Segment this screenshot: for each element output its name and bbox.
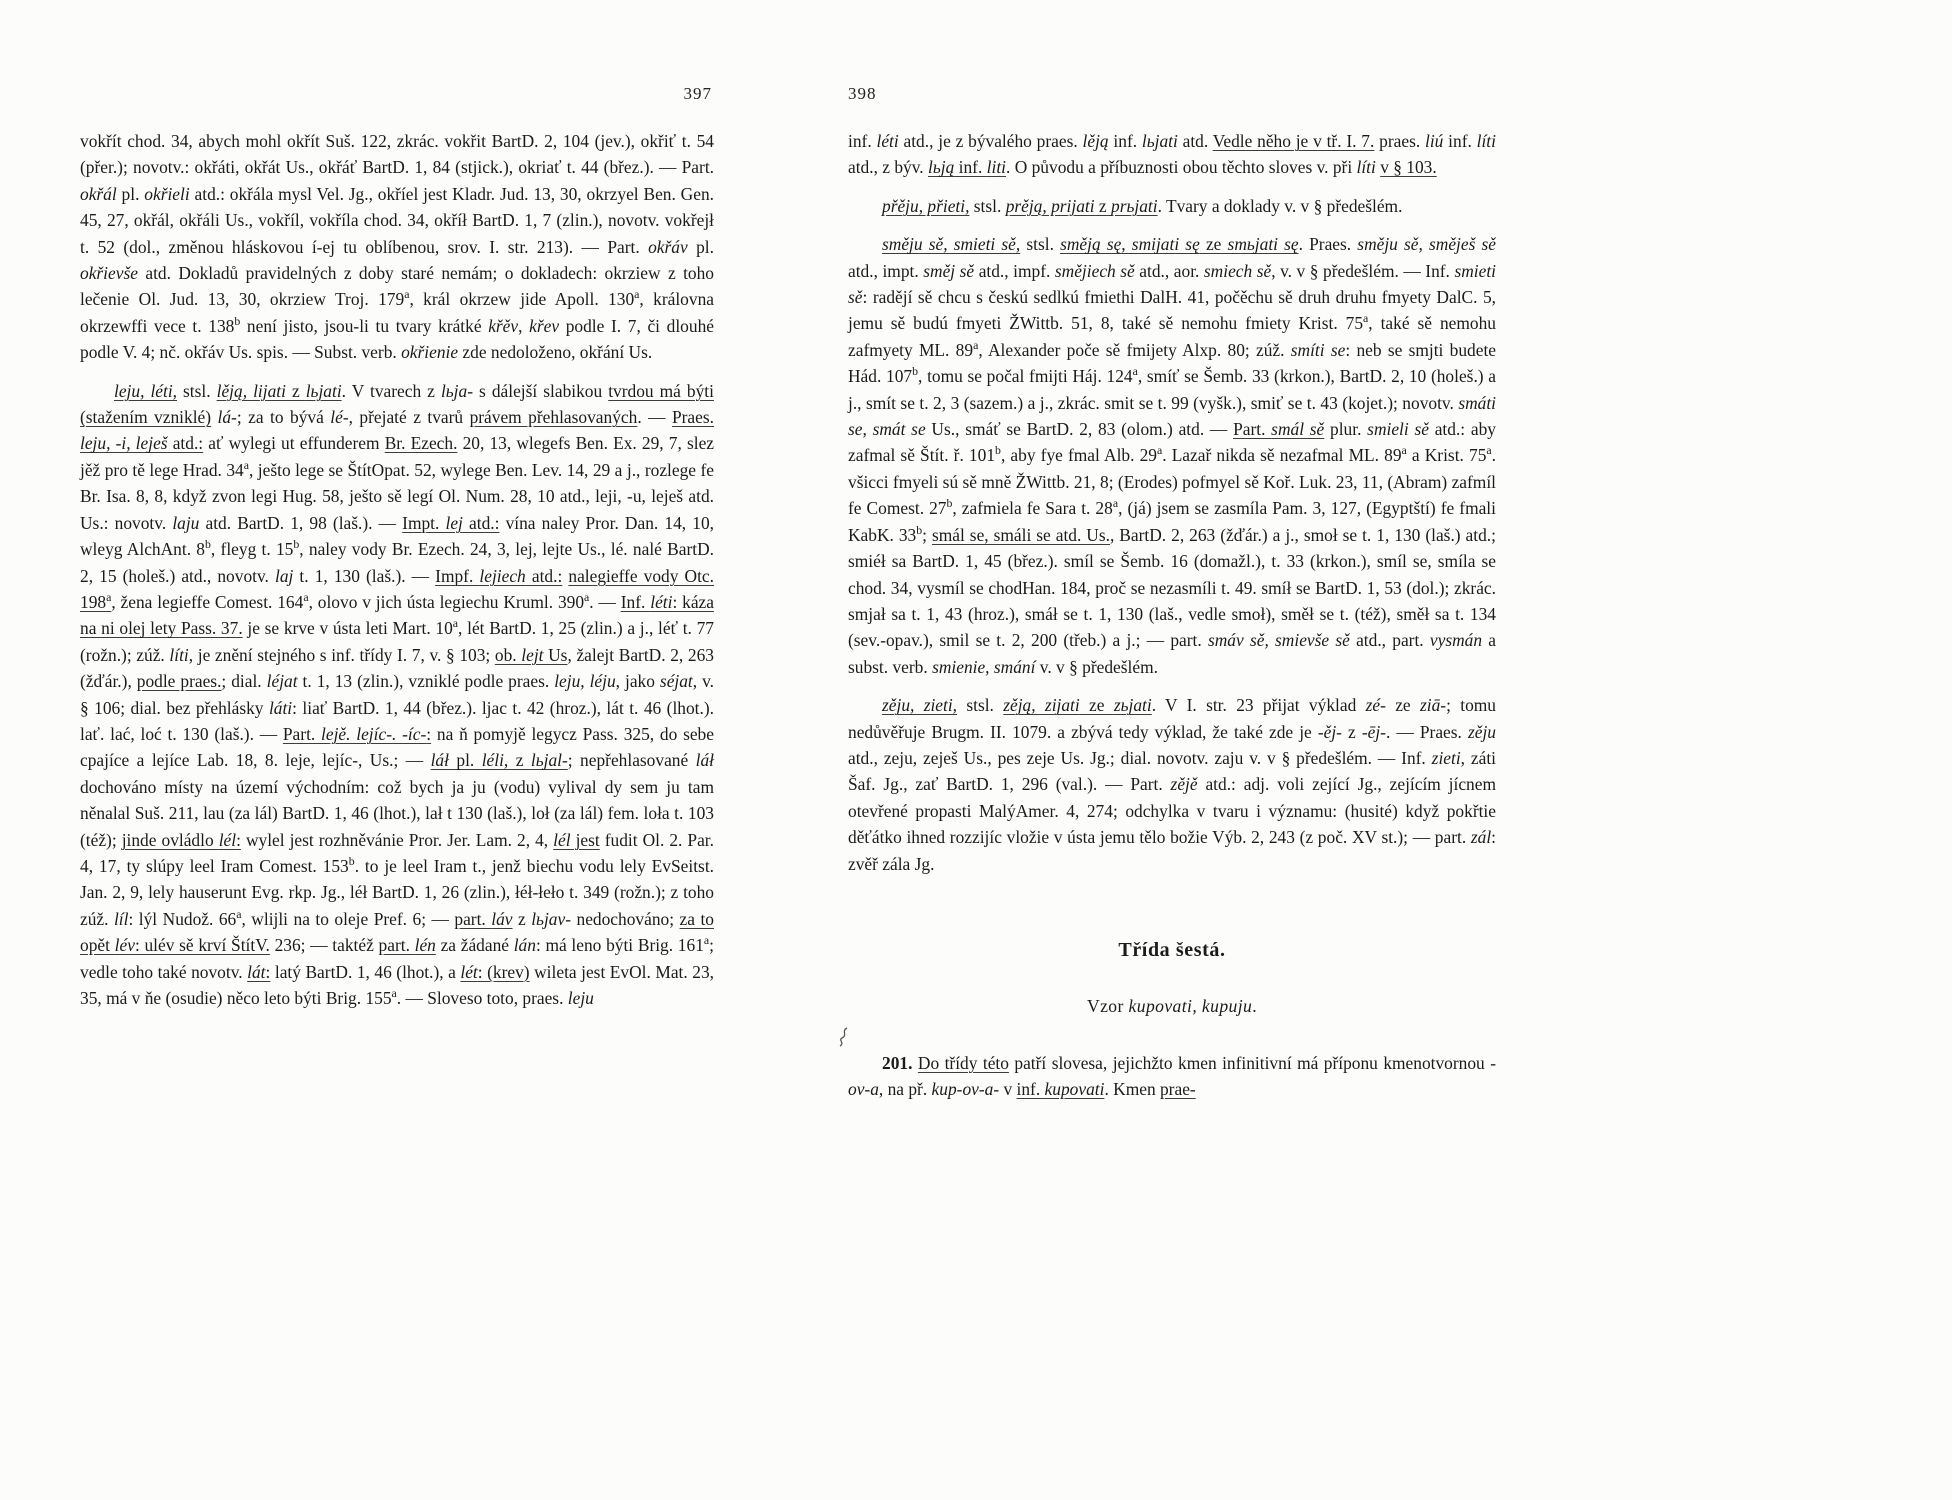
- paragraph: inf. léti atd., je z bývalého praes. lěją inf. lьjati atd. Vedle něho je v tř. I. 7. praes. liú inf. líti atd., z býv. lьją inf. liti. O původu a příbuznosti obou těchto sloves v. při líti v § 103.: [848, 131, 1496, 178]
- paragraph: 201. Do třídy této patří slovesa, jejichžto kmen infinitivní má příponu kmenotvornou -ov-a, na př. kup-ov-a- v inf. kupovati. Kmen prae-: [848, 1052, 1496, 1100]
- paragraph: směju sě, smieti sě, stsl. směją sę, smijati sę ze smьjati sę. Praes. směju sě, směješ sě atd., impt. směj sě atd., impf. smějiech sě atd., aor. smiech sě, v. v § předešlém. — Inf. smieti sě: radějí sě chcu s českú sedlkú fmiethi DalH. 41, počěchu sě druh druhu fmyety DalC. 5, jemu sě budú fmyeti ŽWittb. 51, 8, také sě nemohu fmiety Krist. 75$^a$, také sě nemohu zafmyety ML. 89$^a$, Alexander poče sě fmijety Alxp. 80; zúž. smíti se: neb se smjti budete Hád. 107$^b$, tomu se počal fmijti Háj. 124$^a$, smíť se Šemb. 33 (krkon.), BartD. 2, 10 (holeš.) a j., smít se t. 2, 3 (sazem.) a j., zkrác. smit se t. 99 (vyšk.), smiť se t. 43 (kojet.); novotv. smáti se, smát se Us., smáť se BartD. 2, 83 (olom.) atd. — Part. smál sě plur. smieli sě atd.: aby zafmal sě Štít. ř. 101$^b$, aby fye fmal Alb. 29$^a$. Lazař nikda sě nezafmal ML. 89$^a$ a Krist. 75$^a$. všicci fmyeli sú sě mně ŽWittb. 21, 8; (Erodes) pofmyel sě Koř. Luk. 23, 11, (Abram) zafmíl fe Comest. 27$^b$, zafmiela fe Sara t. 28$^a$, (já) jsem se zasmíla Pam. 3, 127, (Egyptští) fe fmali KabK. 33$^b$; smál se, smáli se atd. Us., BartD. 2, 263 (žďár.) a j., smoł se t. 1, 130 (laš.) atd.; smiéł sa BartD. 1, 45 (břez.). smíl se Šemb. 16 (domažl.), t. 33 (krkon.), smíl se, smíla se chod. 34, vysmíl se chodHan. 184, proč se nezasmíli t. 49. smíł se BartD. 1, 53 (dol.); zkrác. smjał sa t. 1, 43 (hroz.), smáł se t. 1, 130 (laš., vedle smoł), směł se t. (též), směł sa t. 134 (sev.-opav.), smil se t. 2, 200 (třeb.) a j.; — part. smáv sě, smievše sě atd., part. vysmán a subst. verb. smienie, smání v. v § předešlém.: [848, 234, 1497, 677]
- paragraph: přěju, přieti, stsl. prěją, prijati z prьjati. Tvary a doklady v. v § předešlém.: [882, 195, 1403, 216]
- paragraph: vokřít chod. 34, abych mohl okřít Suš. 122, zkrác. vokřit BartD. 2, 104 (jev.), okřiť t. 54 (přer.); novotv.: okřáti, okřát Us., okřáť BartD. 1, 84 (stjick.), okriať t. 44 (břez.). — Part. okřál pl. okřieli atd.: okřála mysl Vel. Jg., okříel jest Kladr. Jud. 13, 30, okrzyel Ben. Gen. 45, 27, okřál, okřáli Us., vokříl, vokříla chod. 34, okříł BartD. 1, 7 (zlin.), novotv. vokřejł t. 52 (dol., změnou hláskovou í-ej tu oblíbenou, srov. I. str. 213). — Part. okřáv pl. okřievše atd. Dokladů pravidelných z doby staré nemám; o dokladech: okrziew z toho lečenie Ol. Jud. 13, 30, okrziew Troj. 179$^a$, král okrzew jide Apoll. 130$^a$, královna okrzewffi vece t. 138$^b$ není jisto, jsou-li tu tvary krátké křěv, křev podle I. 7, či dlouhé podle V. 4; nč. okřáv Us. spis. — Subst. verb. okřienie zde nedoloženo, okřání Us.: [80, 131, 714, 363]
- left-page-text-block: [80, 128, 714, 1011]
- right-page-text-block: [848, 128, 1496, 1103]
- page-number-right: 398: [848, 84, 877, 103]
- paragraph: zěju, zieti, stsl. zěją, zijati ze zьjati. V I. str. 23 přijat výklad zé- ze ziā-; tomu nedůvěřuje Brugm. II. 1079. a zbývá tedy výklad, že také zde je -ěj- z -ēj-. — Praes. zěju atd., zeju, zeješ Us., pes zeje Us. Jg.; dial. novotv. zaju v. v § předešlém. — Inf. zieti, záti Šaf. Jg., zať BartD. 1, 296 (val.). — Part. zějě atd.: adj. voli zející Jg., zejícím jícnem otevřené propasti MalýAmer. 4, 274; odchylka v tvaru i významu: (husité) když pokřtie děťátko ihned rozzijíc vložie v ústa jemu tělo božie Výb. 2, 243 (z poč. XV st.); — part. zál: zvěř zála Jg.: [848, 695, 1496, 874]
- page-number-left: 397: [683, 84, 712, 103]
- paragraph: leju, léti, stsl. lěją, lijati z lьjati. V tvarech z lьja- s dálejší slabikou tvrdou má býti (stažením vzniklé) lá-; za to bývá lé-, přejaté z tvarů právem přehlasovaných. — Praes. leju, -i, leješ atd.: ať wylegi ut effunderem Br. Ezech. 20, 13, wlegefs Ben. Ex. 29, 7, slez jěž pro tě lege Hrad. 34$^a$, ješto lege se ŠtítOpat. 52, wylege Ben. Lev. 14, 29 a j., rozlege fe Br. Isa. 8, 8, když zvon legi Hug. 58, ješto sě legí Ol. Num. 28, 10 atd., leji, -u, leješ atd. Us.: novotv. laju atd. BartD. 1, 98 (laš.). — Impt. lej atd.: vína naley Pror. Dan. 14, 10, wleyg AlchAnt. 8$^b$, fleyg t. 15$^b$, naley vody Br. Ezech. 24, 3, lej, lejte Us., lé. nalé BartD. 2, 15 (holeš.) atd., novotv. laj t. 1, 130 (laš.). — Impf. lejiech atd.: nalegieffe vody Otc. 198$^a$, žena legieffe Comest. 164$^a$, olovo v jich ústa legiechu Kruml. 390$^a$. — Inf. léti: káza na ni olej lety Pass. 37. je se krve v ústa leti Mart. 10$^a$, lét BartD. 1, 25 (zlin.) a j., léť t. 77 (rožn.); zúž. líti, je znění stejného s inf. třídy I. 7, v. § 103; ob. lejt Us, žalejt BartD. 2, 263 (žďár.), podle praes.; dial. léjat t. 1, 13 (zlin.), vzniklé podle praes. leju, léju, jako séjat, v. § 106; dial. bez přehlásky láti: liať BartD. 1, 44 (břez.). ljac t. 42 (hroz.), lát t. 46 (lhot.). lať. lać, loć t. 130 (laš.). — Part. lejě. lejíc-. -íc-: na ň pomyjě legycz Pass. 325, do sebe cpajíce a lejíce Lab. 18, 8. leje, lejíc-, Us.; — láł pl. léli, z lьjal-; nepřehlasované láł dochováno místy na území východním: což bych ja ju (vodu) vylival dy sem ju tam něnalal Suš. 211, lau (za lál) BartD. 1, 46 (lhot.), lał t 130 (laš.), loł (za lál) fem. loła t. 103 (též); jinde ovládlo lél: wylel jest rozhněvánie Pror. Jer. Lam. 2, 4, lél jest fudit Ol. 2. Par. 4, 17, ty slúpy leel Iram Comest. 153$^b$. to je leel Iram t., jenž biechu vodu lely EvSeitst. Jan. 2, 9, lely hauserunt Evg. rkp. Jg., léł BartD. 1, 26 (zlin.), łéł-łeło t. 349 (rožn.); z toho zúž. líl: lýl Nudož. 66$^a$, wlijli na to oleje Pref. 6; — part. láv z lьjav- nedochováno; za to opět lév: ulév sě krví ŠtítV. 236; — taktéž part. lén za žádané lán: má leno býti Brig. 161$^a$; vedle toho také novotv. lát: latý BartD. 1, 46 (lhot.), a lét: (krev) wileta jest EvOl. Mat. 23, 35, má v ňe (osudie) něco leto býti Brig. 155$^a$. — Sloveso toto, praes. leju: [80, 380, 715, 1008]
- section-heading: Třída šestá.: [1118, 938, 1226, 961]
- handwritten-mark: [836, 1026, 852, 1053]
- section-subheading: Vzor kupovati, kupuju.: [1086, 996, 1258, 1017]
- squiggle-icon: [836, 1026, 852, 1048]
